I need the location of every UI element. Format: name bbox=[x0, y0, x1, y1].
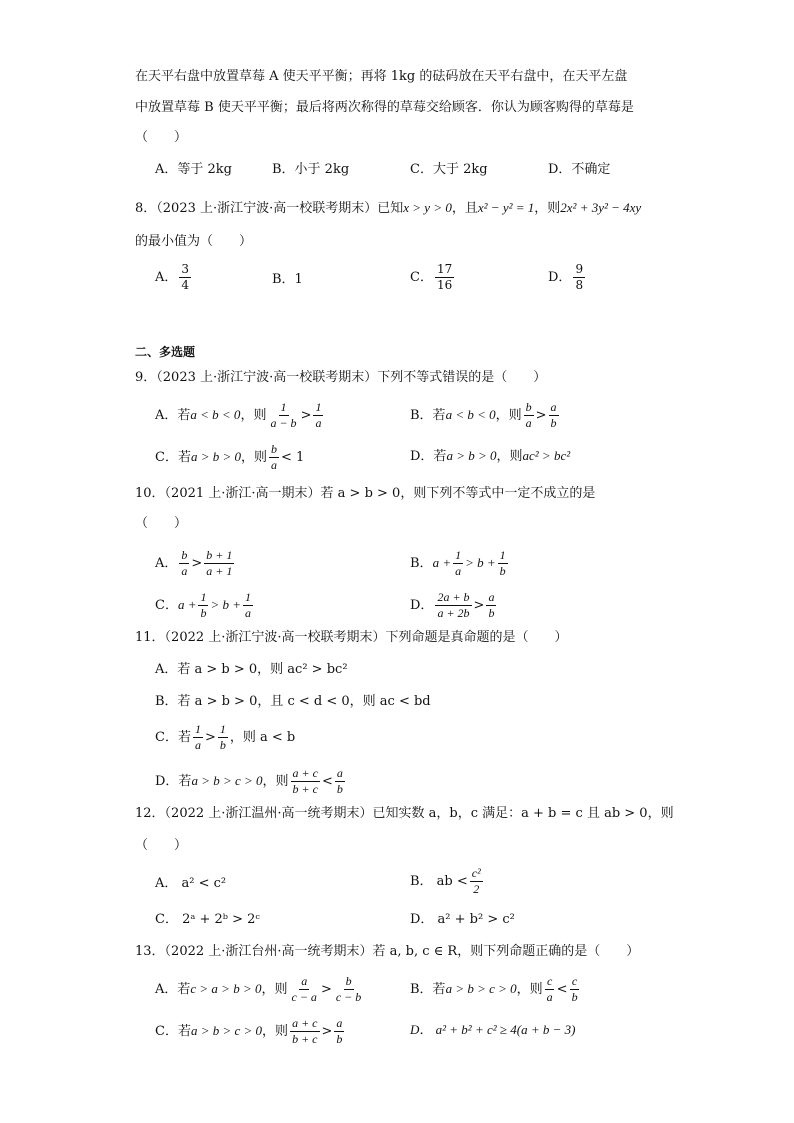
q10-b-a: a + bbox=[432, 555, 452, 570]
q13-option-a bbox=[155, 974, 365, 1005]
q13-b-lt: < bbox=[556, 982, 568, 997]
q10-d-d2: b bbox=[488, 606, 495, 620]
q10-a-n1: b bbox=[181, 548, 188, 562]
q8-a-label: A． bbox=[155, 270, 178, 285]
q10-c-n1: 1 bbox=[200, 590, 207, 604]
q10-paren: （ ） bbox=[135, 516, 188, 531]
q11-c-frac1 bbox=[193, 722, 203, 753]
q8-option-c bbox=[410, 262, 456, 293]
q7-option-c: C．大于 2kg bbox=[410, 162, 488, 177]
q13-b-d1: a bbox=[546, 990, 553, 1004]
q13-a-n1: a bbox=[301, 974, 308, 988]
q10-c-label: C． bbox=[155, 598, 178, 613]
q10-b-n1: 1 bbox=[455, 548, 462, 562]
q10-d-frac2 bbox=[486, 590, 496, 621]
q9-a-frac1 bbox=[268, 400, 298, 431]
q8-cond1: x > y > 0 bbox=[403, 200, 452, 215]
section-heading-multiple-choice: 二、多选题 bbox=[135, 345, 196, 359]
q13-c-cond: a > b > c > 0 bbox=[190, 1023, 263, 1038]
q10-a-frac2 bbox=[204, 548, 234, 579]
q8-mid2: ，则 bbox=[534, 201, 561, 216]
q11-d-n1: a + c bbox=[292, 766, 318, 780]
q10-d-label: D． bbox=[410, 598, 434, 613]
q8-cond2: x² − y² = 1 bbox=[477, 200, 535, 215]
q11-d-cond: a > b > c > 0 bbox=[191, 773, 263, 788]
q9-b-cond: a < b < 0 bbox=[445, 407, 496, 422]
q11-d-then: ，则 bbox=[262, 774, 289, 789]
q12-stem: 12．（2022 上·浙江温州·高一统考期末）已知实数 a，b，c 满足：a + b = c 且 ab > 0，则 bbox=[135, 806, 674, 821]
q10-b-mid: > b + bbox=[465, 555, 496, 570]
q9-b-n2: a bbox=[550, 400, 557, 414]
q8-option-b: B．1 bbox=[272, 272, 303, 287]
q9-b-frac2 bbox=[549, 400, 559, 431]
q11-d-frac1 bbox=[291, 766, 320, 797]
q10-d-n1: 2a + b bbox=[437, 590, 470, 604]
q10-d-n2: a bbox=[488, 590, 495, 604]
q12-paren: （ ） bbox=[135, 838, 188, 853]
q8-d-den: 8 bbox=[575, 278, 584, 292]
q9-a-d1: a − b bbox=[270, 416, 297, 430]
q13-b-n1: c bbox=[547, 974, 553, 988]
q9-stem: 9．（2023 上·浙江宁波·高一校联考期末）下列不等式错误的是（ ） bbox=[135, 370, 547, 385]
q10-c-frac2 bbox=[243, 590, 253, 621]
q8-prefix: 8．（2023 上·浙江宁波·高一校联考期末）已知 bbox=[135, 201, 404, 216]
q10-a-gt: > bbox=[191, 556, 203, 571]
q7-option-b: B．小于 2kg bbox=[272, 162, 350, 177]
q13-c-n1: a + c bbox=[292, 1016, 318, 1030]
q9-d-then: ，则 bbox=[496, 449, 523, 464]
q12-option-b bbox=[410, 866, 485, 897]
q10-c-n2: 1 bbox=[245, 590, 252, 604]
q9-a-label: A．若 bbox=[155, 408, 191, 423]
q13-a-n2: b bbox=[345, 974, 352, 988]
q11-c-n2: 1 bbox=[219, 722, 226, 736]
q13-stem: 13．（2022 上·浙江台州·高一统考期末）若 a, b, c ∈ R，则下列命题正确的是（ ） bbox=[135, 944, 640, 959]
q12-option-d: D． a² + b² > c² bbox=[410, 912, 515, 927]
q13-option-d: D． a² + b² + c² ≥ 4(a + b − 3) bbox=[410, 1022, 576, 1037]
q9-d-label: D．若 bbox=[410, 449, 447, 464]
q9-c-d1: a bbox=[271, 458, 278, 472]
q9-a-gt: > bbox=[300, 408, 312, 423]
q11-d-frac2 bbox=[335, 766, 345, 797]
q8-c-label: C． bbox=[410, 270, 433, 285]
q10-a-n2: b + 1 bbox=[206, 548, 233, 562]
q11-stem: 11．（2022 上·浙江宁波·高一校联考期末）下列命题是真命题的是（ ） bbox=[135, 630, 568, 645]
q11-d-d2: b bbox=[336, 782, 343, 796]
q9-option-a bbox=[155, 400, 325, 431]
q11-c-frac2 bbox=[218, 722, 228, 753]
q9-b-d1: a bbox=[525, 416, 532, 430]
q11-c-tail: ，则 a < b bbox=[229, 730, 296, 745]
q12-b-label: B． ab < bbox=[410, 874, 468, 889]
q9-d-cond: a > b > 0 bbox=[446, 448, 497, 463]
q11-option-d bbox=[155, 766, 347, 797]
q10-b-d2: b bbox=[499, 564, 506, 578]
q10-c-a: a + bbox=[177, 597, 197, 612]
q12-b-frac bbox=[470, 866, 483, 897]
q8-c-num: 17 bbox=[436, 262, 453, 276]
q13-b-frac2 bbox=[570, 974, 580, 1005]
q11-d-lt: < bbox=[321, 774, 333, 789]
q13-b-then: ，则 bbox=[516, 982, 543, 997]
q10-a-d1: a bbox=[181, 564, 188, 578]
q10-option-b bbox=[410, 548, 510, 579]
q7-option-a: A．等于 2kg bbox=[155, 162, 232, 177]
q8-c-frac bbox=[435, 262, 454, 293]
q13-b-n2: c bbox=[571, 974, 578, 988]
q9-b-label: B．若 bbox=[410, 408, 446, 423]
q11-option-b: B．若 a > b > 0，且 c < d < 0，则 ac < bd bbox=[155, 694, 431, 709]
q10-b-frac2 bbox=[498, 548, 508, 579]
q9-c-n1: b bbox=[271, 442, 278, 456]
q11-d-label: D．若 bbox=[155, 774, 192, 789]
q9-a-d2: a bbox=[315, 416, 322, 430]
q10-d-d1: a + 2b bbox=[437, 606, 470, 620]
q13-c-label: C．若 bbox=[155, 1024, 191, 1039]
q8-stem bbox=[135, 198, 641, 219]
q10-option-a bbox=[155, 548, 236, 579]
q13-a-frac1 bbox=[290, 974, 319, 1005]
q9-c-cond: a > b > 0 bbox=[190, 449, 241, 464]
q9-c-frac bbox=[269, 442, 279, 473]
q9-a-n2: 1 bbox=[315, 400, 322, 414]
q8-d-num: 9 bbox=[575, 262, 584, 276]
q9-c-then: ，则 bbox=[241, 450, 268, 465]
q9-b-frac1 bbox=[524, 400, 534, 431]
q9-b-gt: > bbox=[535, 408, 547, 423]
q11-c-label: C．若 bbox=[155, 730, 191, 745]
q11-c-n1: 1 bbox=[194, 722, 201, 736]
q9-option-b bbox=[410, 400, 561, 431]
q10-option-d bbox=[410, 590, 498, 621]
q10-b-label: B． bbox=[410, 556, 433, 571]
q13-c-then: ，则 bbox=[262, 1024, 289, 1039]
q9-a-cond: a < b < 0 bbox=[190, 407, 241, 422]
q8-mid: ，且 bbox=[451, 201, 478, 216]
q8-a-den: 4 bbox=[181, 278, 190, 292]
q13-b-d2: b bbox=[571, 990, 578, 1004]
q10-a-frac1 bbox=[179, 548, 189, 579]
q10-stem: 10．（2021 上·浙江·高一期末）若 a > b > 0，则下列不等式中一定不成立的是 bbox=[135, 486, 596, 501]
q11-d-d1: b + c bbox=[292, 782, 318, 796]
q8-c-den: 16 bbox=[436, 278, 453, 292]
q8-stem-line2: 的最小值为（ ） bbox=[135, 234, 253, 249]
q8-d-frac bbox=[573, 262, 585, 293]
q9-b-n1: b bbox=[525, 400, 532, 414]
q11-option-a: A．若 a > b > 0，则 ac² > bc² bbox=[155, 662, 348, 677]
q10-c-d1: b bbox=[200, 606, 207, 620]
q11-c-gt: > bbox=[204, 730, 216, 745]
q11-option-c bbox=[155, 722, 295, 753]
q13-c-d2: b bbox=[336, 1032, 343, 1046]
q13-c-gt: > bbox=[321, 1024, 333, 1039]
q13-a-cond: c > a > b > 0 bbox=[190, 981, 262, 996]
q9-c-tail: < 1 bbox=[281, 450, 305, 465]
q10-b-frac1 bbox=[453, 548, 463, 579]
q13-a-gt: > bbox=[320, 982, 332, 997]
q8-option-a bbox=[155, 262, 193, 293]
q12-option-c: C． 2ᵃ + 2ᵇ > 2ᶜ bbox=[155, 912, 260, 927]
q8-expr: 2x² + 3y² − 4xy bbox=[560, 200, 642, 215]
q12-b-num: c² bbox=[471, 866, 481, 880]
q7-stem-line1: 在天平右盘中放置草莓 A 使天平平衡；再将 1kg 的砝码放在天平右盘中，在天平左盘 bbox=[135, 69, 628, 84]
q12-b-den: 2 bbox=[473, 882, 480, 896]
q9-a-n1: 1 bbox=[280, 400, 287, 414]
q8-a-num: 3 bbox=[181, 262, 190, 276]
q11-c-d1: a bbox=[194, 738, 201, 752]
q9-option-c bbox=[155, 442, 304, 473]
q13-a-d2: c − b bbox=[335, 990, 362, 1004]
q8-option-d bbox=[548, 262, 587, 293]
q9-c-label: C．若 bbox=[155, 450, 191, 465]
q13-c-d1: b + c bbox=[292, 1032, 318, 1046]
q9-d-tail: ac² > bc² bbox=[522, 448, 571, 463]
q13-option-c bbox=[155, 1016, 346, 1047]
q10-option-c bbox=[155, 590, 255, 621]
q8-d-label: D． bbox=[548, 270, 572, 285]
q10-c-frac1 bbox=[198, 590, 208, 621]
q7-paren: （ ） bbox=[135, 130, 188, 145]
q12-option-a: A． a² < c² bbox=[155, 876, 227, 891]
q10-b-n2: 1 bbox=[499, 548, 506, 562]
q10-c-d2: a bbox=[245, 606, 252, 620]
q9-b-d2: b bbox=[550, 416, 557, 430]
q9-a-frac2 bbox=[313, 400, 323, 431]
q8-a-frac bbox=[179, 262, 191, 293]
q7-stem-line2: 中放置草莓 B 使天平平衡；最后将两次称得的草莓交给顾客．你认为顾客购得的草莓是 bbox=[135, 100, 634, 115]
q13-option-b bbox=[410, 974, 582, 1005]
q10-a-label: A． bbox=[155, 556, 178, 571]
q13-c-frac1 bbox=[290, 1016, 319, 1047]
q11-d-n2: a bbox=[336, 766, 343, 780]
q13-b-frac1 bbox=[545, 974, 555, 1005]
q13-b-cond: a > b > c > 0 bbox=[445, 981, 517, 996]
q10-d-frac1 bbox=[435, 590, 471, 621]
q9-b-then: ，则 bbox=[495, 408, 522, 423]
q13-b-label: B．若 bbox=[410, 982, 446, 997]
q13-c-n2: a bbox=[336, 1016, 343, 1030]
q13-a-label: A．若 bbox=[155, 982, 191, 997]
q13-a-d1: c − a bbox=[291, 990, 317, 1004]
q13-c-frac2 bbox=[334, 1016, 344, 1047]
q10-c-mid: > b + bbox=[210, 597, 242, 612]
q9-option-d bbox=[410, 446, 570, 467]
q10-a-d2: a + 1 bbox=[206, 564, 233, 578]
q10-b-d1: a bbox=[455, 564, 462, 578]
q7-option-d: D．不确定 bbox=[548, 162, 611, 177]
q13-a-then: ，则 bbox=[261, 982, 288, 997]
q13-a-frac2 bbox=[334, 974, 363, 1005]
q11-c-d2: b bbox=[219, 738, 226, 752]
q9-a-then: ，则 bbox=[240, 408, 267, 423]
q10-d-gt: > bbox=[473, 598, 485, 613]
